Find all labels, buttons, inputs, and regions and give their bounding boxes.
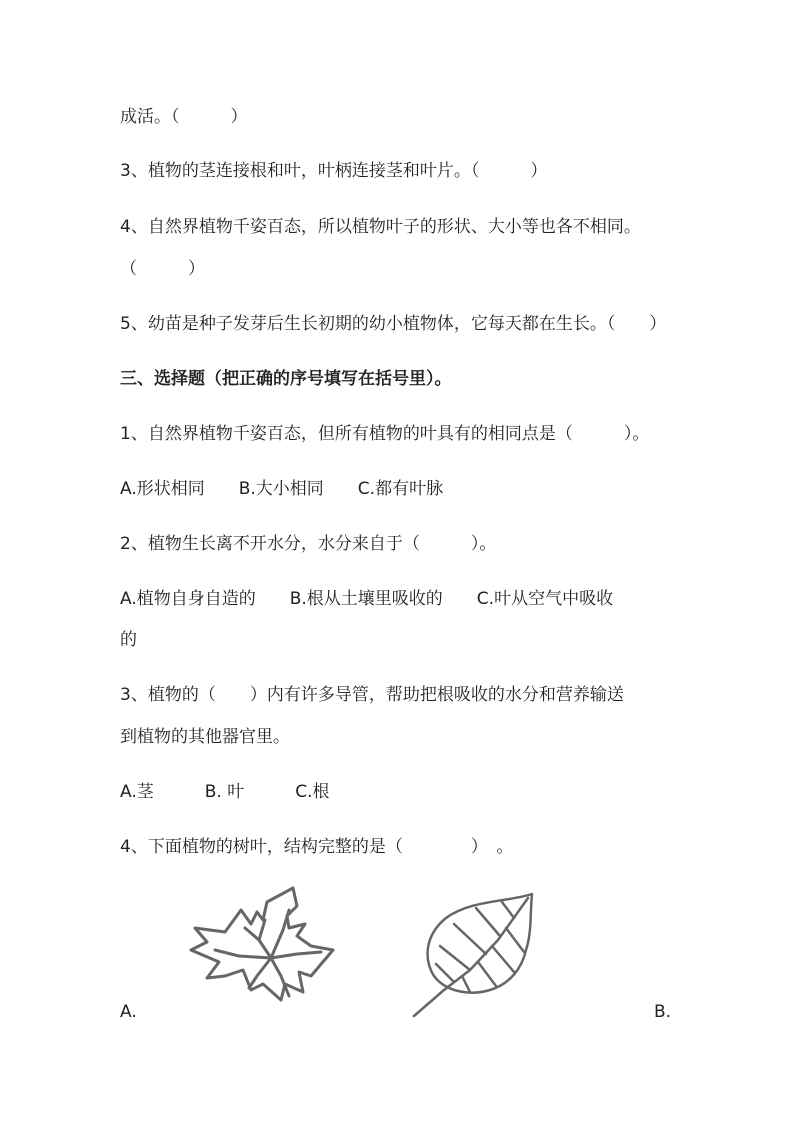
judge-question-4-bracket: （ ） bbox=[120, 259, 205, 279]
choice-4-option-a-label: A. bbox=[120, 1002, 137, 1022]
choice-question-3: 3、植物的（ ）内有许多导管，帮助把根吸收的水分和营养输送 bbox=[120, 685, 624, 705]
section-heading: 三、选择题（把正确的序号填写在括号里）。 bbox=[120, 369, 452, 389]
choice-question-2-options: A.植物自身自造的 B.根从土壤里吸收的 C.叶从空气中吸收 bbox=[120, 589, 614, 609]
choice-question-1-options: A.形状相同 B.大小相同 C.都有叶脉 bbox=[120, 479, 444, 499]
choice-question-2: 2、植物生长离不开水分，水分来自于（ ）。 bbox=[120, 534, 497, 554]
choice-question-3-options: A.茎 B. 叶 C.根 bbox=[120, 782, 330, 802]
choice-question-3-cont: 到植物的其他器官里。 bbox=[120, 727, 290, 747]
choice-4-option-b-label: B. bbox=[654, 1002, 672, 1022]
choice-question-4: 4、下面植物的树叶，结构完整的是（ ） 。 bbox=[120, 837, 514, 857]
birch-leaf-image bbox=[410, 888, 540, 1020]
choice-question-1: 1、自然界植物千姿百态，但所有植物的叶具有的相同点是（ ）。 bbox=[120, 424, 650, 444]
judge-question-5: 5、幼苗是种子发芽后生长初期的幼小植物体，它每天都在生长。（ ） bbox=[120, 314, 667, 334]
line-continuation: 成活。（ ） bbox=[120, 107, 248, 127]
judge-question-3: 3、植物的茎连接根和叶，叶柄连接茎和叶片。（ ） bbox=[120, 161, 548, 181]
choice-question-2-options-cont: 的 bbox=[120, 630, 137, 650]
judge-question-4: 4、自然界植物千姿百态，所以植物叶子的形状、大小等也各不相同。 bbox=[120, 217, 641, 237]
maple-leaf-image bbox=[185, 880, 345, 1015]
